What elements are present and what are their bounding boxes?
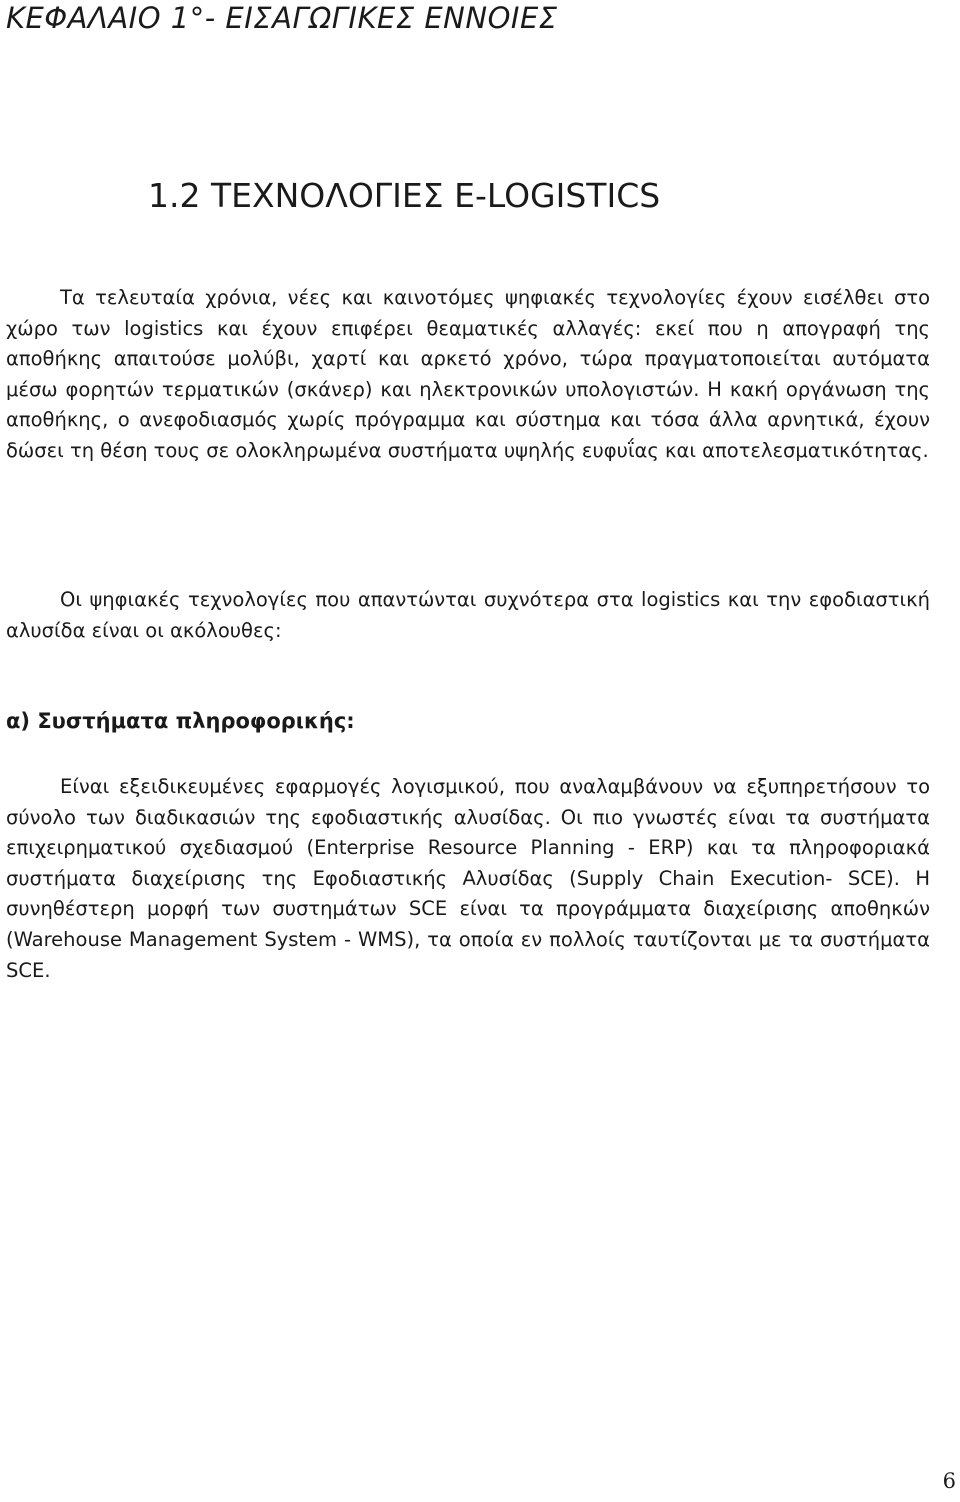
paragraph-information-systems: Είναι εξειδικευμένες εφαρμογές λογισμικού, που αναλαμβάνουν να εξυπηρετήσουν το σύνολο των διαδικασιών της εφοδιαστικής αλυσίδας. Οι πιο γνωστές είναι τα συστήματα επιχειρηματικού σχεδιασμού (Enterprise Resource Planning - ERP) και τα πληροφοριακά συστήματα διαχείρισης της Εφοδιαστικής Αλυσίδας (Supply Chain Execution- SCE). Η συνηθέστερη μορφή των συστημάτων SCE είναι τα προγράμματα διαχείρισης αποθηκών (Warehouse Management System - WMS), τα οποία εν πολλοίς ταυτίζονται με τα συστήματα SCE. [6, 775, 930, 982]
page-number: 6 [942, 1469, 956, 1493]
paragraph-technologies: Οι ψηφιακές τεχνολογίες που απαντώνται συχνότερα στα logistics και την εφοδιαστική αλυσίδα είναι οι ακόλουθες: [6, 588, 930, 642]
paragraph-intro: Τα τελευταία χρόνια, νέες και καινοτόμες ψηφιακές τεχνολογίες έχουν εισέλθει στο χώρο των logistics και έχουν επιφέρει θεαματικές αλλαγές: εκεί που η απογραφή της αποθήκης απαιτούσε μολύβι, χαρτί και αρκετό χρόνο, τώρα πραγματοποιείται αυτόματα μέσω φορητών τερματικών (σκάνερ) και ηλεκτρονικών υπολογιστών. Η κακή οργάνωση της αποθήκης, ο ανεφοδιασμός χωρίς πρόγραμμα και σύστημα και τόσα άλλα αρνητικά, έχουν δώσει τη θέση τους σε ολοκληρωμένα συστήματα υψηλής ευφυΐας και αποτελεσματικότητας. [6, 286, 930, 462]
section-title: 1.2 ΤΕΧΝΟΛΟΓΙΕΣ E-LOGISTICS [148, 176, 661, 215]
chapter-header: ΚΕΦΑΛΑΙΟ 1°- ΕΙΣΑΓΩΓΙΚΕΣ ΕΝΝΟΙΕΣ [6, 1, 558, 35]
subheading-information-systems: α) Συστήματα πληροφορικής: [6, 709, 355, 733]
